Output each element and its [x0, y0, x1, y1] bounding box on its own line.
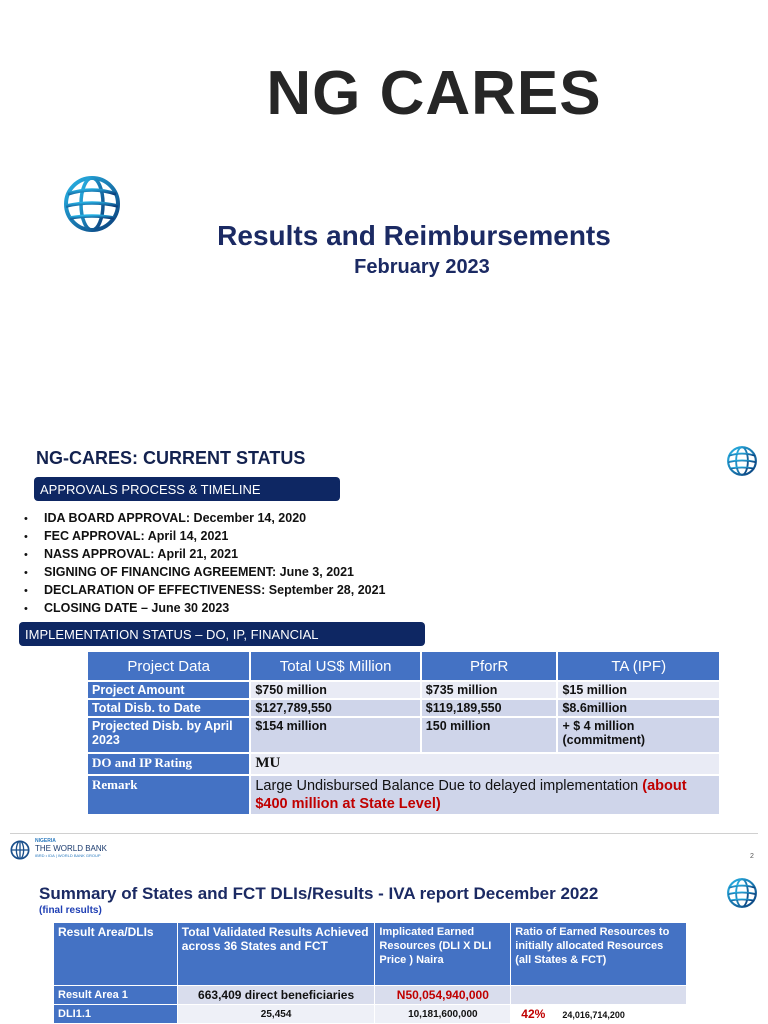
row-header: DLI1.1	[54, 1005, 178, 1024]
table-row	[54, 1005, 687, 1024]
timeline-item: • IDA BOARD APPROVAL: December 14, 2020	[24, 510, 386, 528]
approval-timeline-list	[24, 510, 386, 618]
table-header: Implicated Earned Resources (DLI X DLI Price ) Naira	[375, 923, 511, 986]
main-title: NG CARES	[266, 59, 602, 128]
slide-divider	[10, 833, 758, 834]
dli-summary-table	[53, 922, 687, 1024]
page-number: 2	[750, 853, 754, 860]
presentation-subtitle: Results and Reimbursements	[217, 220, 611, 251]
table-cell: $127,789,550	[250, 699, 420, 717]
table-row	[87, 717, 720, 753]
table-cell: $735 million	[421, 681, 558, 699]
remark-cell	[250, 775, 720, 815]
table-row	[54, 986, 687, 1005]
timeline-item: • CLOSING DATE – June 30 2023	[24, 600, 386, 618]
logo-country: NIGERIA	[35, 838, 56, 844]
logo-name: THE WORLD BANK	[35, 844, 108, 853]
table-header-row	[87, 651, 720, 681]
table-row	[87, 681, 720, 699]
world-bank-globe-icon	[726, 445, 758, 477]
table-header: Total US$ Million	[250, 651, 420, 681]
presentation-date: February 2023	[354, 256, 490, 278]
timeline-item: • FEC APPROVAL: April 14, 2021	[24, 528, 386, 546]
logo-subtext: IBRD • IDA | WORLD BANK GROUP	[35, 853, 101, 858]
current-status-title: NG-CARES: CURRENT STATUS	[36, 448, 306, 468]
row-header: DO and IP Rating	[87, 753, 250, 775]
remark-highlight: (about $400 million at State Level)	[255, 778, 687, 812]
table-cell	[511, 1005, 687, 1024]
world-bank-globe-icon	[10, 840, 30, 860]
table-header: TA (IPF)	[557, 651, 720, 681]
table-header: Result Area/DLIs	[54, 923, 178, 986]
table-header: PforR	[421, 651, 558, 681]
table-cell: $119,189,550	[421, 699, 558, 717]
table-header: Ratio of Earned Resources to initially allocated Resources (all States & FCT)	[511, 923, 687, 986]
table-cell: 663,409 direct beneficiaries	[177, 986, 375, 1005]
world-bank-globe-icon	[726, 877, 758, 909]
table-row	[87, 753, 720, 775]
summary-title: Summary of States and FCT DLIs/Results - IVA report December 2022	[39, 884, 599, 903]
rating-value: MU	[250, 753, 720, 775]
table-cell: N50,054,940,000	[375, 986, 511, 1005]
table-header: Project Data	[87, 651, 250, 681]
remark-text: Large Undisbursed Balance Due to delayed implementation	[255, 778, 643, 794]
approvals-banner: APPROVALS PROCESS & TIMELINE	[34, 477, 340, 501]
table-cell: 25,454	[177, 1005, 375, 1024]
timeline-item: • DECLARATION OF EFFECTIVENESS: September 28, 2021	[24, 582, 386, 600]
world-bank-logo	[10, 838, 120, 862]
table-cell: $750 million	[250, 681, 420, 699]
row-header: Result Area 1	[54, 986, 178, 1005]
row-header: Project Amount	[87, 681, 250, 699]
row-header: Remark	[87, 775, 250, 815]
row-header: Projected Disb. by April 2023	[87, 717, 250, 753]
table-cell: 10,181,600,000	[375, 1005, 511, 1024]
row-header: Total Disb. to Date	[87, 699, 250, 717]
table-row	[87, 699, 720, 717]
table-cell: $8.6million	[557, 699, 720, 717]
table-cell: + $ 4 million (commitment)	[557, 717, 720, 753]
table-row	[87, 775, 720, 815]
timeline-item: • NASS APPROVAL: April 21, 2021	[24, 546, 386, 564]
ratio-value: 42%	[521, 1007, 546, 1021]
summary-subtitle: (final results)	[39, 905, 102, 916]
table-cell	[511, 986, 687, 1005]
table-header: Total Validated Results Achieved across 36 States and FCT	[177, 923, 375, 986]
allocated-value: 24,016,714,200	[562, 1010, 625, 1020]
table-cell: 150 million	[421, 717, 558, 753]
timeline-item: • SIGNING OF FINANCING AGREEMENT: June 3, 2021	[24, 564, 386, 582]
table-cell: $154 million	[250, 717, 420, 753]
implementation-banner: IMPLEMENTATION STATUS – DO, IP, FINANCIAL	[19, 622, 425, 646]
table-header-row	[54, 923, 687, 986]
table-cell: $15 million	[557, 681, 720, 699]
project-data-table	[86, 650, 721, 816]
